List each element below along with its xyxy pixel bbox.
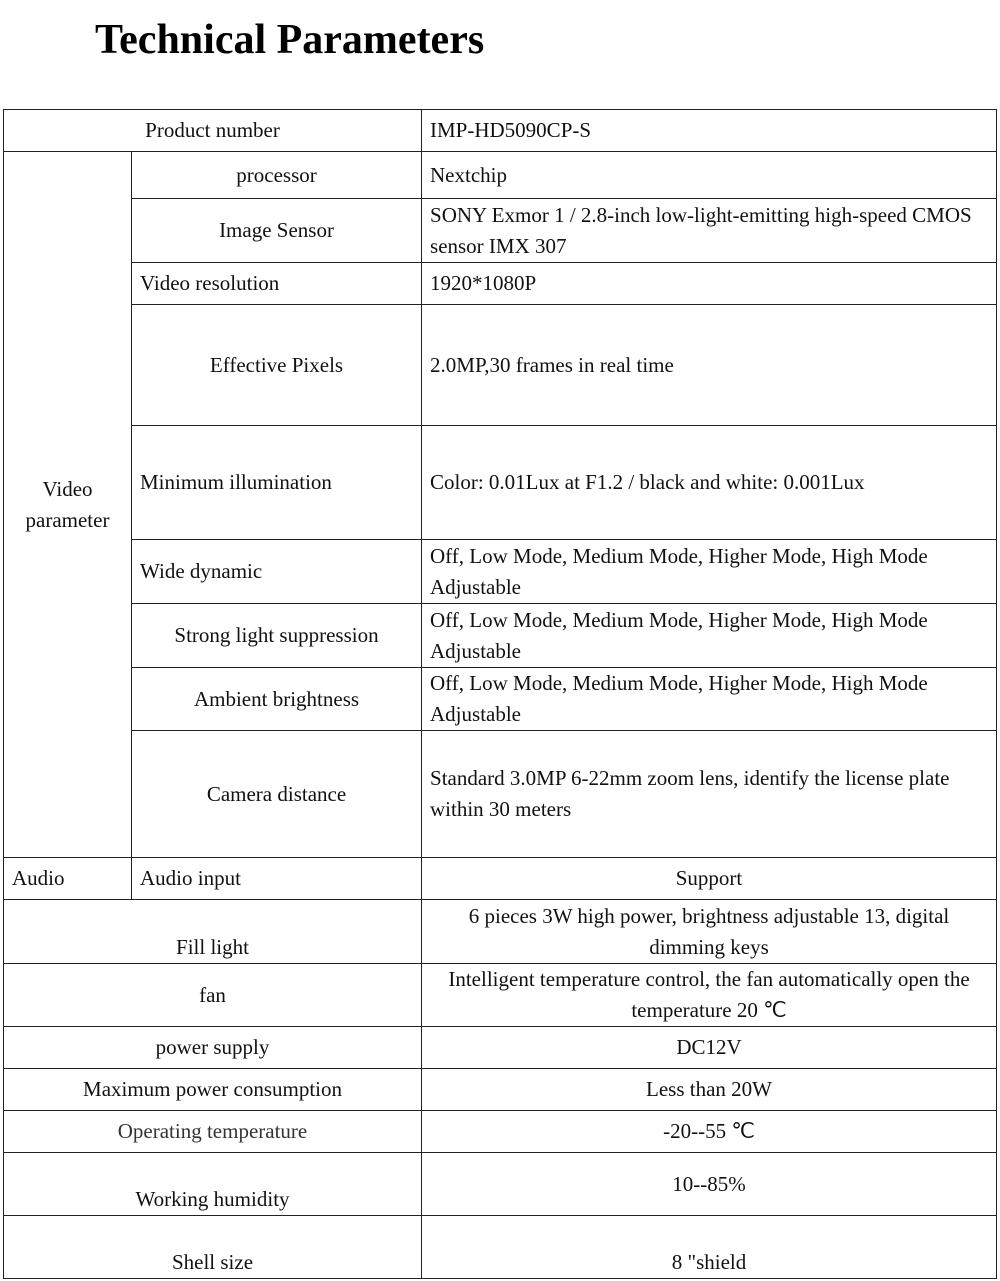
- ambient-brightness-value: Off, Low Mode, Medium Mode, Higher Mode, High Mode Adjustable: [422, 668, 997, 731]
- table-row: [4, 426, 997, 540]
- video-parameter-group-label: Video parameter: [4, 152, 132, 858]
- table-row: [4, 263, 997, 305]
- image-sensor-value: SONY Exmor 1 / 2.8-inch low-light-emitting high-speed CMOS sensor IMX 307: [422, 199, 997, 263]
- ambient-brightness-label: Ambient brightness: [132, 668, 422, 731]
- table-row: [4, 668, 997, 731]
- table-row: [4, 1069, 997, 1111]
- fill-light-value: 6 pieces 3W high power, brightness adjustable 13, digital dimming keys: [422, 900, 997, 964]
- power-supply-value: DC12V: [422, 1027, 997, 1069]
- power-supply-label: power supply: [4, 1027, 422, 1069]
- product-number-value: IMP-HD5090CP-S: [422, 110, 997, 152]
- table-row: [4, 964, 997, 1027]
- table-row: [4, 1153, 997, 1216]
- table-row: [4, 1216, 997, 1279]
- operating-temperature-label: Operating temperature: [4, 1111, 422, 1153]
- table-row: [4, 110, 997, 152]
- image-sensor-label: Image Sensor: [132, 199, 422, 263]
- technical-parameters-table: [3, 109, 997, 1279]
- working-humidity-value: 10--85%: [422, 1153, 997, 1216]
- processor-label: processor: [132, 152, 422, 199]
- product-number-label: Product number: [4, 110, 422, 152]
- shell-size-label: Shell size: [4, 1216, 422, 1279]
- effective-pixels-value: 2.0MP,30 frames in real time: [422, 305, 997, 426]
- minimum-illumination-label: Minimum illumination: [132, 426, 422, 540]
- operating-temperature-value: -20--55 ℃: [422, 1111, 997, 1153]
- audio-input-value: Support: [422, 858, 997, 900]
- table-row: [4, 731, 997, 858]
- strong-light-suppression-value: Off, Low Mode, Medium Mode, Higher Mode, High Mode Adjustable: [422, 604, 997, 668]
- max-power-value: Less than 20W: [422, 1069, 997, 1111]
- wide-dynamic-value: Off, Low Mode, Medium Mode, Higher Mode, High Mode Adjustable: [422, 540, 997, 604]
- working-humidity-label: Working humidity: [4, 1153, 422, 1216]
- camera-distance-label: Camera distance: [132, 731, 422, 858]
- audio-group-label: Audio: [4, 858, 132, 900]
- table-row: [4, 152, 997, 199]
- processor-value: Nextchip: [422, 152, 997, 199]
- shell-size-value: 8 "shield: [422, 1216, 997, 1279]
- video-resolution-label: Video resolution: [132, 263, 422, 305]
- fill-light-label: Fill light: [4, 900, 422, 964]
- fan-value: Intelligent temperature control, the fan automatically open the temperature 20 ℃: [422, 964, 997, 1027]
- table-row: [4, 199, 997, 263]
- page-title: Technical Parameters: [95, 17, 485, 63]
- effective-pixels-label: Effective Pixels: [132, 305, 422, 426]
- fan-label: fan: [4, 964, 422, 1027]
- table-row: [4, 604, 997, 668]
- table-row: [4, 900, 997, 964]
- strong-light-suppression-label: Strong light suppression: [132, 604, 422, 668]
- table-row: [4, 1027, 997, 1069]
- max-power-label: Maximum power consumption: [4, 1069, 422, 1111]
- camera-distance-value: Standard 3.0MP 6-22mm zoom lens, identify the license plate within 30 meters: [422, 731, 997, 858]
- table-row: [4, 305, 997, 426]
- wide-dynamic-label: Wide dynamic: [132, 540, 422, 604]
- table-row: [4, 540, 997, 604]
- minimum-illumination-value: Color: 0.01Lux at F1.2 / black and white: 0.001Lux: [422, 426, 997, 540]
- table-row: [4, 1111, 997, 1153]
- video-resolution-value: 1920*1080P: [422, 263, 997, 305]
- table-row: [4, 858, 997, 900]
- audio-input-label: Audio input: [132, 858, 422, 900]
